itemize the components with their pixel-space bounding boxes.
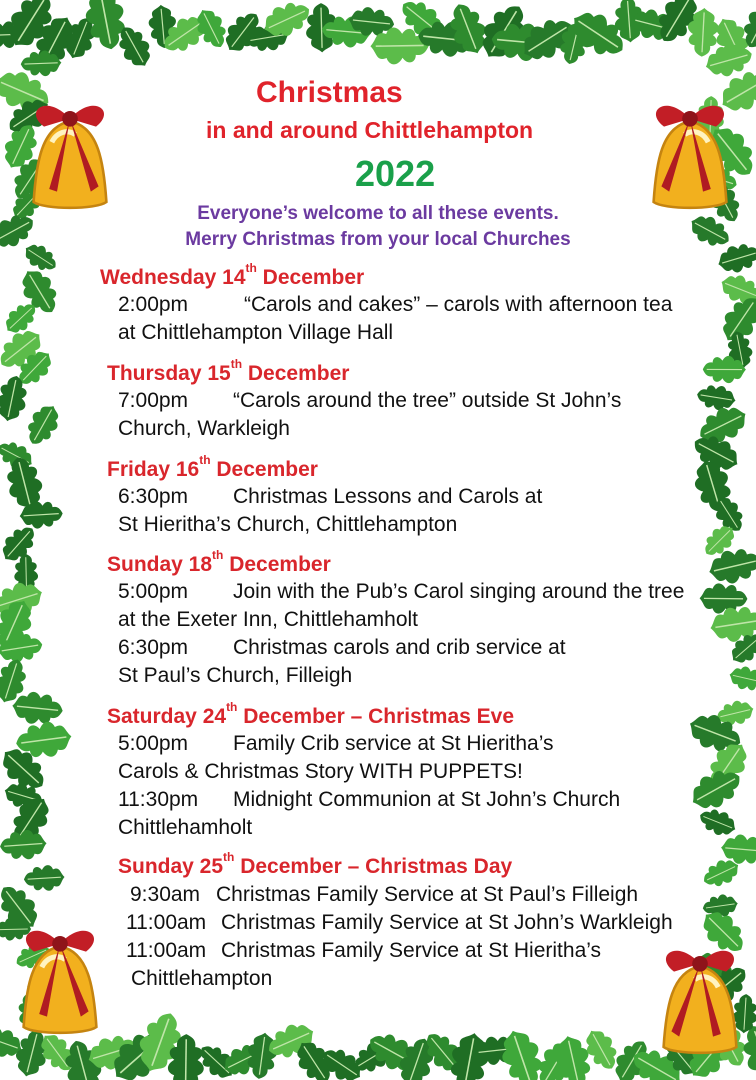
event-line: Chittlehampton bbox=[131, 967, 273, 990]
event-line: Chittlehamholt bbox=[118, 816, 253, 839]
event-line: 11:00am Christmas Family Service at St Hieritha’s bbox=[126, 939, 602, 962]
holly-leaf-icon bbox=[727, 663, 756, 694]
holly-leaf-icon bbox=[23, 864, 65, 892]
event-line: at Chittlehampton Village Hall bbox=[118, 321, 394, 344]
event-line: St Hieritha’s Church, Chittlehampton bbox=[118, 513, 458, 536]
poster-subtitle: in and around Chittlehampton bbox=[206, 117, 534, 143]
bell-with-red-bow-icon bbox=[24, 931, 97, 1033]
event-line: 7:00pm “Carols around the tree” outside St John’s bbox=[118, 389, 622, 412]
holly-leaf-icon bbox=[11, 690, 65, 727]
event-line: St Paul’s Church, Filleigh bbox=[118, 664, 353, 687]
day-heading-saturday-24: Saturday 24th December – Christmas Eve bbox=[107, 700, 515, 728]
poster-title: Christmas bbox=[256, 76, 403, 109]
bell-with-red-bow-icon bbox=[654, 106, 727, 208]
welcome-line-1: Everyone’s welcome to all these events. bbox=[197, 203, 559, 224]
event-line: Church, Warkleigh bbox=[118, 417, 290, 440]
event-line: 5:00pm Join with the Pub’s Carol singing around the tree bbox=[118, 580, 685, 603]
day-heading-friday: Friday 16th December bbox=[107, 453, 318, 481]
day-heading-thursday: Thursday 15th December bbox=[107, 357, 350, 385]
event-line: at the Exeter Inn, Chittlehamholt bbox=[118, 608, 418, 631]
day-heading-wednesday: Wednesday 14th December bbox=[100, 261, 365, 289]
event-line: 6:30pm Christmas carols and crib service at bbox=[118, 636, 566, 659]
welcome-line-2: Merry Christmas from your local Churches bbox=[185, 229, 571, 250]
event-line: 11:30pm Midnight Communion at St John’s Church bbox=[118, 788, 621, 811]
event-line: 11:00am Christmas Family Service at St John’s Warkleigh bbox=[126, 911, 673, 934]
holly-leaf-icon bbox=[695, 382, 737, 412]
event-line: 5:00pm Family Crib service at St Hieritha’s bbox=[118, 732, 554, 755]
holly-leaf-icon bbox=[720, 833, 756, 866]
bell-with-red-bow-icon bbox=[664, 951, 737, 1053]
holly-leaf-icon bbox=[21, 400, 66, 451]
holly-leaf-icon bbox=[0, 829, 48, 862]
event-line: 9:30am Christmas Family Service at St Paul’s Filleigh bbox=[130, 883, 639, 906]
day-heading-sunday-25: Sunday 25th December – Christmas Day bbox=[118, 850, 513, 878]
event-line: 6:30pm Christmas Lessons and Carols at bbox=[118, 485, 543, 508]
day-heading-sunday-18: Sunday 18th December bbox=[107, 548, 331, 576]
bell-with-red-bow-icon bbox=[34, 106, 107, 208]
event-line: 2:00pm “Carols and cakes” – carols with afternoon tea bbox=[118, 293, 673, 316]
poster-year: 2022 bbox=[355, 153, 436, 194]
event-line: Carols & Christmas Story WITH PUPPETS! bbox=[118, 760, 523, 783]
holly-leaf-icon bbox=[696, 804, 740, 840]
